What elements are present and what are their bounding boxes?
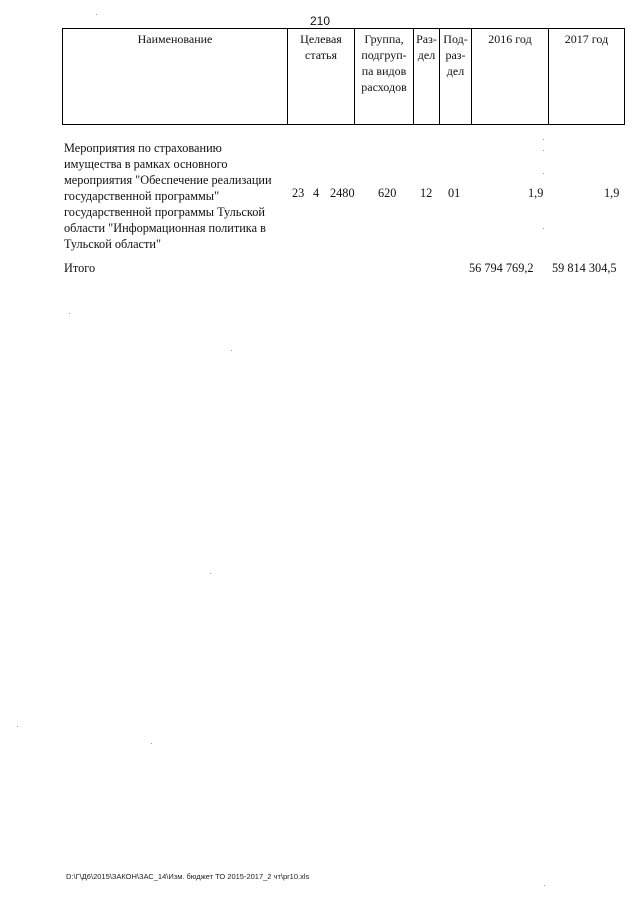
header-name: Наименование (63, 29, 288, 124)
code-program: 23 (292, 186, 305, 200)
code-item: 2480 (330, 186, 355, 200)
header-target-article: Целевая статья (288, 29, 355, 124)
scan-speck (69, 313, 70, 314)
scan-speck (231, 350, 232, 351)
scan-speck (543, 173, 544, 174)
row-expense-group: 620 (378, 186, 397, 200)
scan-speck (543, 139, 544, 140)
row-value-2016: 1,9 (528, 186, 544, 200)
scan-speck (543, 228, 544, 229)
header-subsection: Под- раз- дел (440, 29, 472, 124)
scan-speck (544, 885, 545, 886)
total-value-2017: 59 814 304,5 (552, 261, 617, 275)
header-expense-group: Группа, подгруп- па видов расходов (355, 29, 414, 124)
header-year-2016: 2016 год (472, 29, 549, 124)
total-value-2016: 56 794 769,2 (469, 261, 534, 275)
scan-speck (151, 743, 152, 744)
page-number: 210 (309, 14, 331, 28)
scan-speck (210, 573, 211, 574)
row-subsection: 01 (448, 186, 461, 200)
code-subprogram: 4 (313, 186, 320, 200)
row-section: 12 (420, 186, 433, 200)
footer-file-path: D:\Г\Д6\2015\ЗАКОН\ЗАС_14\Изм. бюджет ТО 2015-2017_2 чт\pr10.xls (66, 872, 310, 881)
row-name: Мероприятия по страхованию имущества в рамках основного мероприятия "Обеспечение реализации государственной программы" государственной программы Тульской области "Информационная политика в Тульской области" (64, 141, 272, 251)
header-section: Раз- дел (414, 29, 440, 124)
scan-speck (543, 150, 544, 151)
scan-speck (17, 726, 18, 727)
row-value-2017: 1,9 (604, 186, 620, 200)
table-header (62, 28, 625, 125)
total-label: Итого (64, 261, 96, 275)
header-year-2017: 2017 год (564, 32, 609, 46)
scan-speck (96, 14, 97, 15)
